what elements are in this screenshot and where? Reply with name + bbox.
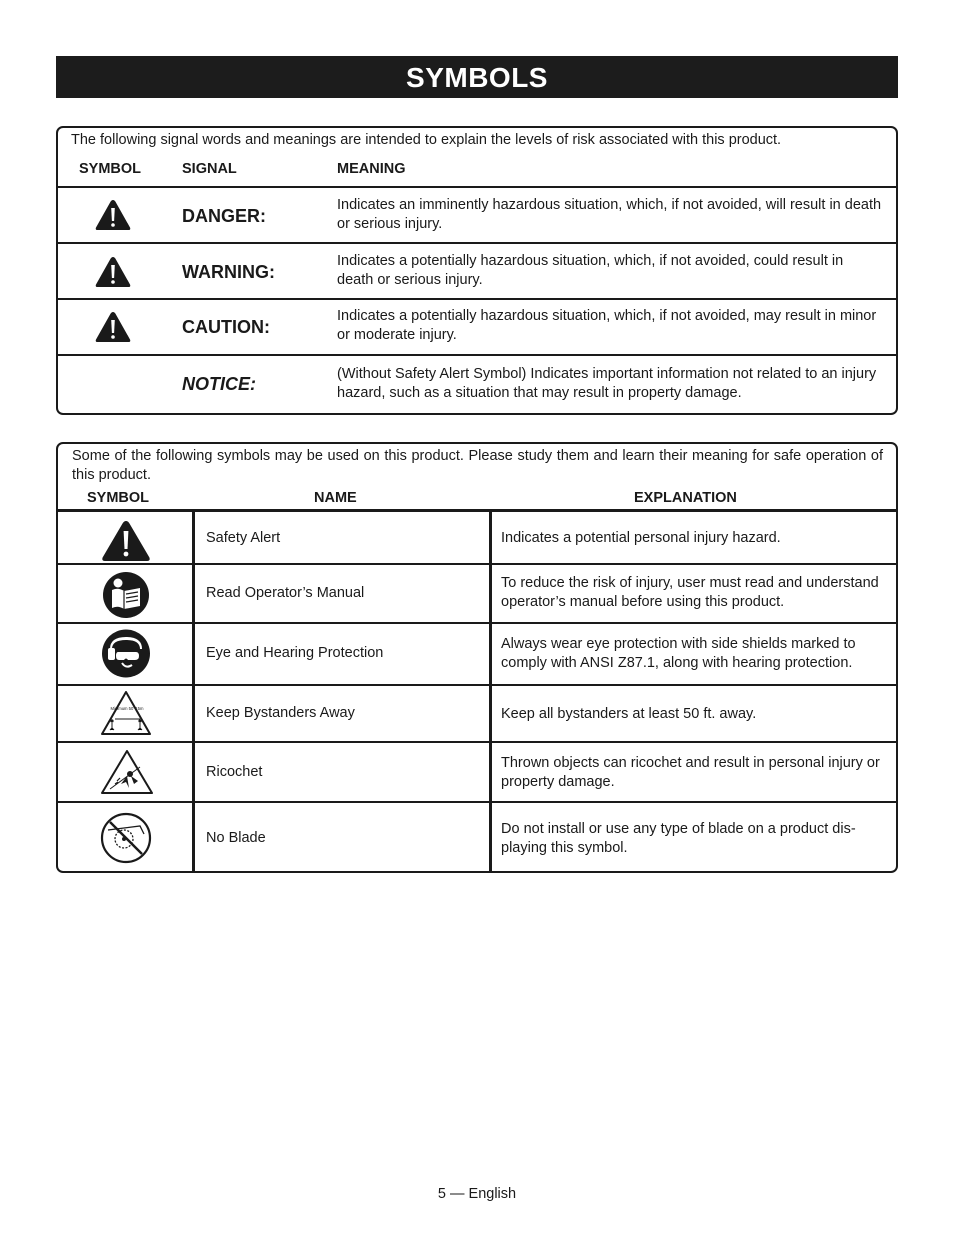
keep-bystanders-away-icon: [100, 689, 152, 737]
ricochet-icon: [100, 748, 154, 796]
divider: [58, 298, 896, 300]
page-title: SYMBOLS: [56, 56, 898, 98]
symbols-table: [56, 442, 898, 873]
safety-alert-triangle-icon: [94, 310, 132, 344]
meaning-danger: Indicates an imminently hazardous situation, which, if not avoided, will result in death or serious injury.: [337, 197, 882, 232]
signal-words-table: [56, 126, 898, 415]
safety-alert-triangle-icon: [94, 198, 132, 232]
header-explanation: EXPLANATION: [634, 490, 737, 506]
divider: [58, 509, 896, 512]
signal-table-intro: The following signal words and meanings are intended to explain the levels of risk associated with this product.: [71, 132, 782, 148]
symbol-name-read-manual: Read Operator’s Manual: [206, 585, 365, 601]
divider: [58, 354, 896, 356]
meaning-caution: Indicates a potentially hazardous situation, which, if not avoided, may result in minor or moderate injury.: [337, 308, 877, 343]
symbol-explanation-eye-hearing-protection: Always wear eye protection with side shields marked to comply with ANSI Z87.1, along with hearing protection.: [501, 636, 856, 671]
icon-text-minimum: Minimum 50' 15m: [110, 706, 144, 711]
symbol-explanation-read-manual: To reduce the risk of injury, user must read and understand operator’s manual before using this product.: [501, 575, 879, 610]
symbols-table-intro: Some of the following symbols may be used on this product. Please study them and learn their meaning for safe operation of this product.: [72, 448, 883, 483]
signal-notice: NOTICE:: [182, 374, 256, 394]
symbol-name-ricochet: Ricochet: [206, 764, 263, 780]
read-manual-icon: [102, 571, 150, 619]
symbol-name-safety-alert: Safety Alert: [206, 530, 281, 546]
symbol-explanation-safety-alert: Indicates a potential personal injury hazard.: [501, 530, 781, 546]
header-symbol: SYMBOL: [87, 490, 150, 506]
signal-danger: DANGER:: [182, 206, 266, 226]
safety-alert-icon: [100, 519, 152, 563]
header-signal: SIGNAL: [182, 161, 237, 177]
header-symbol: SYMBOL: [79, 161, 142, 177]
signal-warning: WARNING:: [182, 262, 275, 282]
symbol-name-eye-hearing-protection: Eye and Hearing Protection: [206, 645, 384, 661]
header-name: NAME: [314, 490, 357, 506]
divider: [58, 242, 896, 244]
symbol-name-keep-bystanders-away: Keep Bystanders Away: [206, 705, 355, 721]
symbol-explanation-ricochet: Thrown objects can ricochet and result in personal injury or property damage.: [501, 755, 880, 790]
signal-caution: CAUTION:: [182, 317, 270, 337]
divider: [58, 801, 896, 803]
eye-hearing-protection-icon: [100, 629, 152, 678]
meaning-warning: Indicates a potentially hazardous situation, which, if not avoided, could result in death or serious injury.: [337, 253, 844, 288]
meaning-notice: (Without Safety Alert Symbol) Indicates important information not related to an injury hazard, such as a situation that may result in property damage.: [337, 366, 877, 401]
header-meaning: MEANING: [337, 161, 406, 177]
divider: [58, 684, 896, 686]
symbol-explanation-no-blade: Do not install or use any type of blade on a product displaying this symbol.: [501, 821, 856, 856]
divider: [58, 741, 896, 743]
symbol-name-no-blade: No Blade: [206, 830, 266, 846]
symbol-explanation-keep-bystanders-away: Keep all bystanders at least 50 ft. away.: [501, 706, 757, 722]
divider: [58, 622, 896, 624]
no-blade-icon: [100, 812, 152, 864]
page-footer: 5 — English: [437, 1186, 517, 1202]
safety-alert-triangle-icon: [94, 255, 132, 289]
divider: [58, 563, 896, 565]
divider: [58, 186, 896, 188]
